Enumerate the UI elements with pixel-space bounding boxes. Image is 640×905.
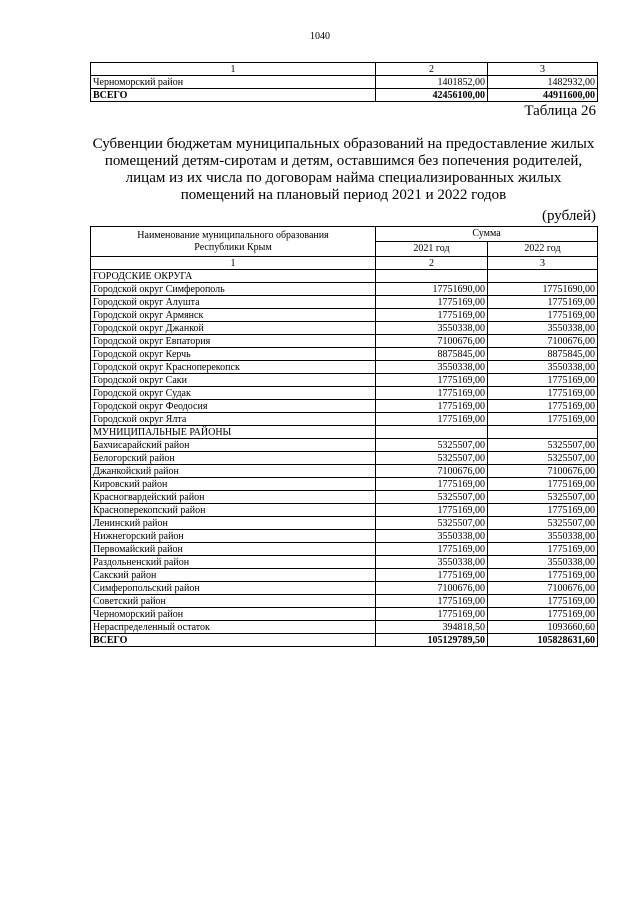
column-number: 2 <box>376 63 488 76</box>
page-number: 1040 <box>310 31 330 42</box>
row-value-2022: 7100676,00 <box>488 465 598 478</box>
row-value-2021: 5325507,00 <box>376 491 488 504</box>
row-value-2022: 1775169,00 <box>488 309 598 322</box>
row-value-2021: 1775169,00 <box>376 296 488 309</box>
row-value-2021: 5325507,00 <box>376 452 488 465</box>
row-name: Нижнегорский район <box>91 530 376 543</box>
section-title: ГОРОДСКИЕ ОКРУГА <box>91 270 376 283</box>
row-value-2021: 1775169,00 <box>376 374 488 387</box>
column-number: 1 <box>91 63 376 76</box>
row-name: Городской округ Ялта <box>91 413 376 426</box>
row-name: Городской округ Красноперекопск <box>91 361 376 374</box>
row-name: Нераспределенный остаток <box>91 621 376 634</box>
row-value-2021: 1775169,00 <box>376 569 488 582</box>
row-value-2021: 1775169,00 <box>376 387 488 400</box>
row-value-2021: 1775169,00 <box>376 504 488 517</box>
row-name: Бахчисарайский район <box>91 439 376 452</box>
table-title: Субвенции бюджетам муниципальных образований на предоставление жилых помещений детям-сиротам и детям, оставшимся без попечения родителей, лицам из их числа по договорам найма специализированных жилых помещений на плановый период 2021 и 2022 годов <box>92 136 595 203</box>
column-number: 2 <box>376 257 488 270</box>
row-value-2022: 1775169,00 <box>488 374 598 387</box>
table-row <box>91 452 598 465</box>
row-value-2022: 1775169,00 <box>488 504 598 517</box>
row-value-2022: 5325507,00 <box>488 439 598 452</box>
row-value-2022: 1775169,00 <box>488 595 598 608</box>
row-name: Городской округ Евпатория <box>91 335 376 348</box>
section-title: МУНИЦИПАЛЬНЫЕ РАЙОНЫ <box>91 426 376 439</box>
row-name: Городской округ Джанкой <box>91 322 376 335</box>
row-value-2022: 1775169,00 <box>488 413 598 426</box>
row-name: Ленинский район <box>91 517 376 530</box>
row-name: Городской округ Феодосия <box>91 400 376 413</box>
row-value-2021: 17751690,00 <box>376 283 488 296</box>
header-row <box>91 227 598 242</box>
table-row <box>91 569 598 582</box>
row-name: Кировский район <box>91 478 376 491</box>
subventions-table <box>90 226 598 647</box>
table-row <box>91 582 598 595</box>
row-value-2021: 1775169,00 <box>376 595 488 608</box>
row-value-2022: 1775169,00 <box>488 569 598 582</box>
table-row <box>91 374 598 387</box>
column-number: 1 <box>91 257 376 270</box>
row-name: Черноморский район <box>91 76 376 89</box>
row-value-2022: 5325507,00 <box>488 491 598 504</box>
row-value-2021: 7100676,00 <box>376 465 488 478</box>
row-name: Городской округ Алушта <box>91 296 376 309</box>
row-value-2022: 5325507,00 <box>488 517 598 530</box>
total-row <box>91 89 598 102</box>
row-value-2022: 5325507,00 <box>488 452 598 465</box>
row-value-2021: 1775169,00 <box>376 478 488 491</box>
row-value-2021: 5325507,00 <box>376 439 488 452</box>
row-value-2022: 105828631,60 <box>488 634 598 647</box>
column-number: 3 <box>488 257 598 270</box>
row-value-2021: 3550338,00 <box>376 361 488 374</box>
table-row <box>91 478 598 491</box>
table-row <box>91 543 598 556</box>
column-number-row <box>91 63 598 76</box>
row-name: Сакский район <box>91 569 376 582</box>
table-label: Таблица 26 <box>524 103 596 119</box>
section-row <box>91 270 598 283</box>
row-value-2021: 3550338,00 <box>376 322 488 335</box>
row-value-2022: 1482932,00 <box>488 76 598 89</box>
row-value-2022: 1093660,60 <box>488 621 598 634</box>
table-row <box>91 296 598 309</box>
table-row <box>91 283 598 296</box>
row-value-2022: 17751690,00 <box>488 283 598 296</box>
row-value-2022: 1775169,00 <box>488 478 598 491</box>
table-row <box>91 322 598 335</box>
table-row <box>91 348 598 361</box>
table-row <box>91 400 598 413</box>
row-name: ВСЕГО <box>91 634 376 647</box>
row-name: Советский район <box>91 595 376 608</box>
header-year-2021: 2021 год <box>376 242 488 257</box>
column-number: 3 <box>488 63 598 76</box>
table-row <box>91 517 598 530</box>
row-name: Городской округ Армянск <box>91 309 376 322</box>
row-name: Белогорский район <box>91 452 376 465</box>
row-value-2022: 3550338,00 <box>488 530 598 543</box>
row-value-2022: 7100676,00 <box>488 335 598 348</box>
row-name: Городской округ Керчь <box>91 348 376 361</box>
table-row <box>91 413 598 426</box>
row-value-2021: 3550338,00 <box>376 556 488 569</box>
table-row <box>91 439 598 452</box>
row-name: Джанкойский район <box>91 465 376 478</box>
row-value-2022: 3550338,00 <box>488 556 598 569</box>
row-value-2022: 1775169,00 <box>488 543 598 556</box>
table-row <box>91 491 598 504</box>
row-value-2022: 44911600,00 <box>488 89 598 102</box>
row-value-2021: 3550338,00 <box>376 530 488 543</box>
total-row <box>91 634 598 647</box>
row-value-2021: 8875845,00 <box>376 348 488 361</box>
column-number-row <box>91 257 598 270</box>
row-value-2021: 394818,50 <box>376 621 488 634</box>
row-name: Красногвардейский район <box>91 491 376 504</box>
row-name: Городской округ Саки <box>91 374 376 387</box>
table-row <box>91 76 598 89</box>
row-value-2022: 1775169,00 <box>488 608 598 621</box>
row-name: Первомайский район <box>91 543 376 556</box>
row-value-2022: 1775169,00 <box>488 400 598 413</box>
table-row <box>91 608 598 621</box>
row-value-2022: 8875845,00 <box>488 348 598 361</box>
row-name: Красноперекопский район <box>91 504 376 517</box>
row-value-2022: 7100676,00 <box>488 582 598 595</box>
row-value-2022: 3550338,00 <box>488 361 598 374</box>
row-name: Раздольненский район <box>91 556 376 569</box>
row-value-2021: 42456100,00 <box>376 89 488 102</box>
row-name: Черноморский район <box>91 608 376 621</box>
row-value-2021: 1401852,00 <box>376 76 488 89</box>
table-row <box>91 361 598 374</box>
table-row <box>91 309 598 322</box>
section-row <box>91 426 598 439</box>
continued-table <box>90 62 598 102</box>
remainder-row <box>91 621 598 634</box>
table-row <box>91 504 598 517</box>
table-row <box>91 595 598 608</box>
table-row <box>91 556 598 569</box>
row-name: Симферопольский район <box>91 582 376 595</box>
row-value-2021: 7100676,00 <box>376 335 488 348</box>
table-row <box>91 335 598 348</box>
table-row <box>91 530 598 543</box>
header-sum: Сумма <box>376 227 598 242</box>
row-value-2021: 1775169,00 <box>376 400 488 413</box>
row-value-2021: 105129789,50 <box>376 634 488 647</box>
row-value-2022: 1775169,00 <box>488 387 598 400</box>
units-label: (рублей) <box>541 208 596 224</box>
row-value-2021: 1775169,00 <box>376 608 488 621</box>
row-value-2022: 3550338,00 <box>488 322 598 335</box>
row-name: Городской округ Симферополь <box>91 283 376 296</box>
row-value-2022: 1775169,00 <box>488 296 598 309</box>
header-name: Наименование муниципального образования Республики Крым <box>91 227 376 257</box>
row-name: ВСЕГО <box>91 89 376 102</box>
row-value-2021: 5325507,00 <box>376 517 488 530</box>
table-row <box>91 465 598 478</box>
row-value-2021: 1775169,00 <box>376 309 488 322</box>
header-year-2022: 2022 год <box>488 242 598 257</box>
row-value-2021: 1775169,00 <box>376 413 488 426</box>
table-row <box>91 387 598 400</box>
row-value-2021: 1775169,00 <box>376 543 488 556</box>
row-value-2021: 7100676,00 <box>376 582 488 595</box>
row-name: Городской округ Судак <box>91 387 376 400</box>
